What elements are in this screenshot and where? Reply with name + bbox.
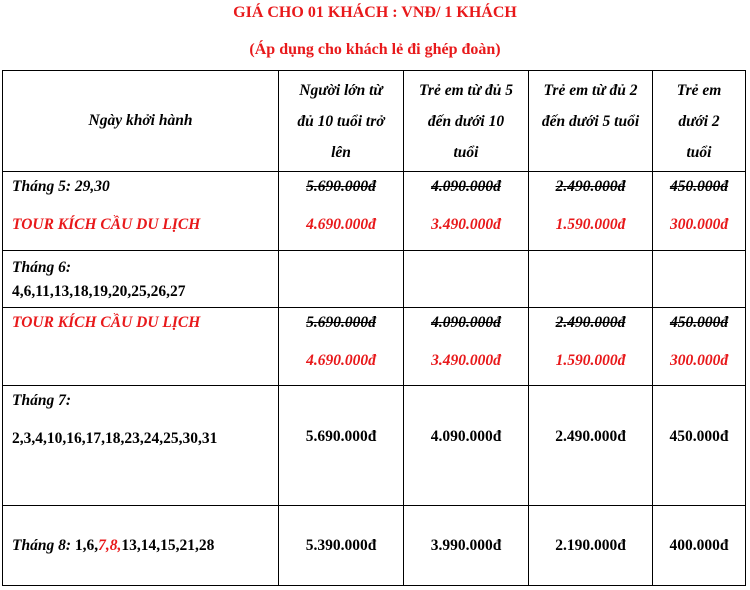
may-child5-old-price: 4.090.000đ (431, 178, 501, 195)
may-infant-cell (653, 172, 746, 251)
header-child5-line1: Trẻ em từ đủ 5 (419, 81, 513, 99)
june-infant-new-price: 300.000đ (669, 352, 729, 369)
header-infant (653, 71, 746, 172)
august-child5-price: 3.990.000đ (404, 506, 529, 586)
august-dates-before: 1,6, (74, 536, 99, 554)
header-infant-line3: tuổi (686, 143, 712, 161)
june-empty-cell-2 (404, 251, 529, 308)
header-child-5-10 (404, 71, 529, 172)
june-date-cell (3, 251, 279, 308)
table-row-july (3, 386, 746, 506)
header-child5-line2: đến dưới 10 (427, 112, 505, 130)
may-child5-new-price: 3.490.000đ (431, 216, 501, 233)
june-dates: 4,6,11,13,18,19,20,25,26,27 (12, 283, 186, 300)
june-promo-label: TOUR KÍCH CẦU DU LỊCH (12, 314, 201, 331)
header-child2-line2: đến dưới 5 tuổi (541, 113, 640, 130)
june-promo-cell (3, 308, 279, 386)
may-date-cell (3, 172, 279, 251)
july-child2-price: 2.490.000đ (529, 386, 653, 506)
header-infant-line1: Trẻ em (676, 81, 722, 99)
august-adult-price: 5.390.000đ (279, 506, 404, 586)
july-date-cell (3, 386, 279, 506)
may-infant-old-price: 450.000đ (669, 178, 729, 195)
june-empty-cell-4 (653, 251, 746, 308)
header-infant-line2: dưới 2 (678, 112, 720, 130)
may-promo-label: TOUR KÍCH CẦU DU LỊCH (12, 216, 201, 233)
june-child5-new-price: 3.490.000đ (431, 352, 501, 369)
july-label: Tháng 7: (12, 392, 71, 409)
june-label: Tháng 6: (12, 259, 71, 276)
table-row-june-promo (3, 308, 746, 386)
june-adult-new-price: 4.690.000đ (306, 352, 376, 369)
august-child2-price: 2.190.000đ (529, 506, 653, 586)
header-adult-line2: đủ 10 tuổi trở (297, 112, 385, 130)
may-child2-cell (529, 172, 653, 251)
july-infant-price: 450.000đ (653, 386, 746, 506)
header-adult-line3: lên (331, 143, 351, 161)
may-date: Tháng 5: 29,30 (12, 178, 110, 195)
may-adult-cell (279, 172, 404, 251)
july-child5-price: 4.090.000đ (404, 386, 529, 506)
may-child5-cell (404, 172, 529, 251)
june-child2-old-price: 2.490.000đ (555, 314, 626, 331)
page-title: GIÁ CHO 01 KHÁCH : VNĐ/ 1 KHÁCH (233, 4, 517, 21)
august-infant-price: 400.000đ (653, 506, 746, 586)
header-adult-line1: Người lớn từ (299, 81, 383, 99)
may-adult-old-price: 5.690.000đ (306, 178, 376, 195)
price-table (2, 70, 746, 586)
june-infant-old-price: 450.000đ (669, 314, 729, 331)
june-infant-cell (653, 308, 746, 386)
june-child2-cell (529, 308, 653, 386)
june-adult-cell (279, 308, 404, 386)
june-empty-cell-1 (279, 251, 404, 308)
july-dates: 2,3,4,10,16,17,18,23,24,25,30,31 (12, 430, 218, 447)
table-row-may (3, 172, 746, 251)
may-child2-old-price: 2.490.000đ (555, 178, 626, 195)
header-row (3, 71, 746, 172)
june-empty-cell-3 (529, 251, 653, 308)
june-child5-old-price: 4.090.000đ (431, 314, 501, 331)
table-row-august (3, 506, 746, 586)
august-label: Tháng 8: (12, 536, 75, 554)
july-adult-price: 5.690.000đ (279, 386, 404, 506)
header-child2-line1: Trẻ em từ đủ 2 (543, 82, 638, 99)
header-child-2-5 (529, 71, 653, 172)
august-dates-after: 13,14,15,21,28 (121, 536, 215, 554)
june-adult-old-price: 5.690.000đ (306, 314, 376, 331)
header-child5-line3: tuổi (453, 143, 479, 161)
may-infant-new-price: 300.000đ (669, 216, 729, 233)
june-child5-cell (404, 308, 529, 386)
table-row-june-dates (3, 251, 746, 308)
header-departure-date: Ngày khởi hành (3, 71, 279, 172)
june-child2-new-price: 1.590.000đ (555, 352, 626, 369)
header-adult (279, 71, 404, 172)
may-adult-new-price: 4.690.000đ (306, 216, 376, 233)
august-dates-highlight: 7,8, (98, 536, 122, 554)
may-child2-new-price: 1.590.000đ (555, 216, 626, 233)
august-date-cell (3, 506, 279, 586)
page-subtitle: (Áp dụng cho khách lẻ đi ghép đoàn) (249, 41, 501, 58)
